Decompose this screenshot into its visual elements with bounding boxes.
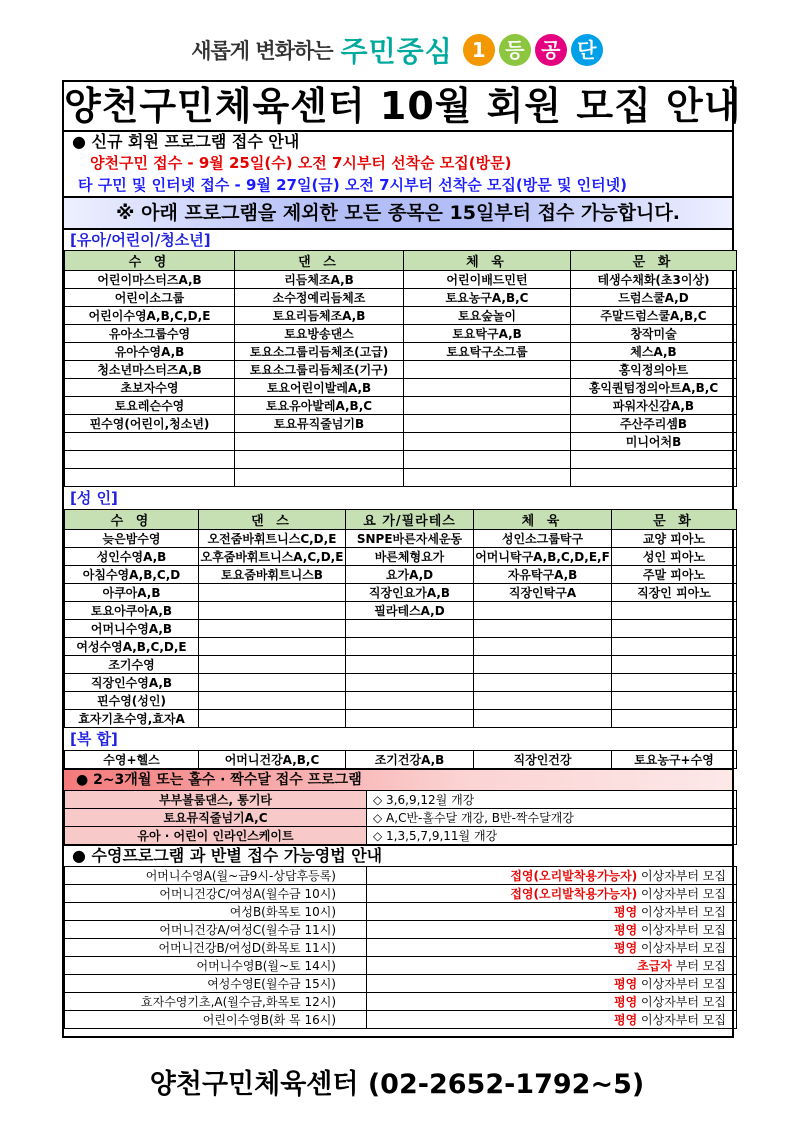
table-row bbox=[65, 885, 737, 903]
combo-item: 토요농구+수영 bbox=[612, 751, 737, 769]
table-cell: 토요유아발레A,B,C bbox=[235, 397, 404, 415]
table-cell: 아침수영A,B,C,D bbox=[65, 566, 199, 584]
banner-circle-2: 등 bbox=[499, 34, 531, 66]
table-cell bbox=[612, 710, 737, 728]
table-row bbox=[65, 791, 737, 809]
combo-item: 직장인건강 bbox=[474, 751, 612, 769]
table-cell: 유아소그룹수영 bbox=[65, 325, 235, 343]
swim-level: 평영 bbox=[614, 905, 638, 919]
table-cell: 효자기초수영,효자A bbox=[65, 710, 199, 728]
table-cell bbox=[235, 433, 404, 451]
adult-header: 댄 스 bbox=[199, 510, 346, 530]
swim-requirement bbox=[367, 885, 737, 903]
table-row bbox=[65, 975, 737, 993]
table-cell: 토요리듬체조A,B bbox=[235, 307, 404, 325]
swim-tail: 이상자부터 모집 bbox=[641, 923, 726, 937]
table-cell: 토요줌바휘트니스B bbox=[199, 566, 346, 584]
table-cell: 직장인탁구A bbox=[474, 584, 612, 602]
table-cell: 어머니탁구A,B,C,D,E,F bbox=[474, 548, 612, 566]
table-cell bbox=[346, 656, 474, 674]
table-row bbox=[65, 692, 737, 710]
table-cell: 토요어린이발레A,B bbox=[235, 379, 404, 397]
table-cell: 체스A,B bbox=[571, 343, 737, 361]
table-cell: 테생수채화(초3이상) bbox=[571, 271, 737, 289]
table-cell: 어머니수영A,B bbox=[65, 620, 199, 638]
table-row bbox=[65, 343, 737, 361]
swim-tail: 이상자부터 모집 bbox=[641, 869, 726, 883]
periodic-table bbox=[64, 790, 737, 845]
table-row bbox=[65, 903, 737, 921]
table-cell: 주말 피아노 bbox=[612, 566, 737, 584]
table-cell: 어린이마스터즈A,B bbox=[65, 271, 235, 289]
table-cell: 리듬체조A,B bbox=[235, 271, 404, 289]
table-cell: 창작미술 bbox=[571, 325, 737, 343]
table-row bbox=[65, 289, 737, 307]
table-cell bbox=[404, 397, 571, 415]
table-cell: 홍익정의아트 bbox=[571, 361, 737, 379]
swim-tail: 이상자부터 모집 bbox=[641, 1013, 726, 1027]
table-cell bbox=[612, 602, 737, 620]
swim-tail: 이상자부터 모집 bbox=[641, 977, 726, 991]
table-cell: 핀수영(성인) bbox=[65, 692, 199, 710]
banner-circle-4: 단 bbox=[571, 34, 603, 66]
table-cell bbox=[612, 674, 737, 692]
table-cell bbox=[474, 674, 612, 692]
table-cell: 주말드럼스쿨A,B,C bbox=[571, 307, 737, 325]
table-cell: 드럼스쿨A,D bbox=[571, 289, 737, 307]
banner-tagline: 새롭게 변화하는 bbox=[191, 39, 333, 63]
table-cell: 토요탁구A,B bbox=[404, 325, 571, 343]
swim-class: 어린이수영B(화 목 16시) bbox=[65, 1011, 367, 1029]
table-cell bbox=[346, 710, 474, 728]
table-cell: 파워자신감A,B bbox=[571, 397, 737, 415]
swim-requirement bbox=[367, 921, 737, 939]
table-cell: 요가A,D bbox=[346, 566, 474, 584]
periodic-schedule: ◇ 1,3,5,7,9,11월 개강 bbox=[367, 827, 737, 845]
swim-tail: 이상자부터 모집 bbox=[641, 995, 726, 1009]
table-cell: 직장인 피아노 bbox=[612, 584, 737, 602]
swim-level: 접영(오리발착용가능자) bbox=[510, 887, 638, 901]
adult-header: 요 가/필라테스 bbox=[346, 510, 474, 530]
table-cell: 청소년마스터즈A,B bbox=[65, 361, 235, 379]
table-cell bbox=[235, 451, 404, 469]
table-cell bbox=[612, 638, 737, 656]
combo-table bbox=[64, 750, 737, 769]
table-cell: 토요소그룹리듬체조(기구) bbox=[235, 361, 404, 379]
swim-requirement bbox=[367, 957, 737, 975]
table-cell: 어린이수영A,B,C,D,E bbox=[65, 307, 235, 325]
registration-local: 양천구민 접수 - 9월 25일(수) 오전 7시부터 선착순 모집(방문) bbox=[90, 154, 512, 172]
table-cell bbox=[404, 379, 571, 397]
table-cell: 필라테스A,D bbox=[346, 602, 474, 620]
table-cell bbox=[474, 692, 612, 710]
table-cell: 자유탁구A,B bbox=[474, 566, 612, 584]
table-row bbox=[65, 361, 737, 379]
swim-level: 접영(오리발착용가능자) bbox=[510, 869, 638, 883]
table-cell: 성인수영A,B bbox=[65, 548, 199, 566]
table-cell bbox=[474, 638, 612, 656]
table-cell bbox=[346, 638, 474, 656]
page-title: 양천구민체육센터 10월 회원 모집 안내 bbox=[64, 82, 732, 132]
table-cell: 오후줌바휘트니스A,C,D,E bbox=[199, 548, 346, 566]
table-row bbox=[65, 566, 737, 584]
swim-class: 어머니수영B(월~토 14시) bbox=[65, 957, 367, 975]
table-cell bbox=[199, 710, 346, 728]
table-row bbox=[65, 1011, 737, 1029]
combo-item: 조기건강A,B bbox=[346, 751, 474, 769]
table-cell bbox=[346, 620, 474, 638]
table-cell: 초보자수영 bbox=[65, 379, 235, 397]
swim-class: 어머니수영A(월~금9시-상담후등록) bbox=[65, 867, 367, 885]
table-cell bbox=[199, 620, 346, 638]
table-cell bbox=[612, 656, 737, 674]
table-row bbox=[65, 548, 737, 566]
table-row bbox=[65, 957, 737, 975]
table-cell bbox=[199, 692, 346, 710]
table-cell: 유아수영A,B bbox=[65, 343, 235, 361]
table-cell bbox=[474, 656, 612, 674]
table-cell: 미니어처B bbox=[571, 433, 737, 451]
table-cell bbox=[65, 469, 235, 487]
table-cell: 성인소그룹탁구 bbox=[474, 530, 612, 548]
swim-class: 어머니건강C/여성A(월수금 10시) bbox=[65, 885, 367, 903]
table-row bbox=[65, 921, 737, 939]
table-cell bbox=[404, 469, 571, 487]
table-cell: 핀수영(어린이,청소년) bbox=[65, 415, 235, 433]
periodic-schedule: ◇ A,C반-홀수달 개강, B반-짝수달개강 bbox=[367, 809, 737, 827]
table-row bbox=[65, 469, 737, 487]
table-cell bbox=[571, 469, 737, 487]
table-row bbox=[65, 397, 737, 415]
table-row bbox=[65, 939, 737, 957]
swim-requirement bbox=[367, 939, 737, 957]
table-cell: 토요아쿠아A,B bbox=[65, 602, 199, 620]
swim-tail: 이상자부터 모집 bbox=[641, 941, 726, 955]
swim-requirement bbox=[367, 993, 737, 1011]
periodic-heading: ● 2~3개월 또는 홀수 · 짝수달 접수 프로그램 bbox=[64, 769, 732, 790]
table-cell bbox=[235, 469, 404, 487]
table-cell: 직장인요가A,B bbox=[346, 584, 474, 602]
table-row bbox=[65, 620, 737, 638]
periodic-program: 유아 · 어린이 인라인스케이트 bbox=[65, 827, 367, 845]
table-row bbox=[65, 602, 737, 620]
youth-header: 수 영 bbox=[65, 251, 235, 271]
table-cell: 주산주리셈B bbox=[571, 415, 737, 433]
table-cell: 토요방송댄스 bbox=[235, 325, 404, 343]
swim-level: 평영 bbox=[614, 1013, 638, 1027]
notice-banner: ※ 아래 프로그램을 제외한 모든 종목은 15일부터 접수 가능합니다. bbox=[64, 196, 732, 230]
table-cell bbox=[612, 692, 737, 710]
table-row bbox=[65, 530, 737, 548]
table-cell bbox=[571, 451, 737, 469]
banner-circle-1: 1 bbox=[463, 34, 495, 66]
table-cell: 성인 피아노 bbox=[612, 548, 737, 566]
table-cell: 토요뮤직줄넘기B bbox=[235, 415, 404, 433]
table-cell: 토요숲놀이 bbox=[404, 307, 571, 325]
banner-circle-3: 공 bbox=[535, 34, 567, 66]
table-cell bbox=[199, 602, 346, 620]
table-row bbox=[65, 271, 737, 289]
table-row bbox=[65, 656, 737, 674]
table-cell: 홍익퀀텀정의아트A,B,C bbox=[571, 379, 737, 397]
table-cell bbox=[474, 602, 612, 620]
combo-item: 수영+헬스 bbox=[65, 751, 199, 769]
table-cell bbox=[612, 620, 737, 638]
swim-level: 평영 bbox=[614, 977, 638, 991]
swim-requirement bbox=[367, 975, 737, 993]
banner-main: 주민중심 bbox=[340, 35, 453, 68]
registration-heading: ● 신규 회원 프로그램 접수 안내 bbox=[72, 132, 300, 151]
table-cell bbox=[199, 638, 346, 656]
swim-rows bbox=[65, 867, 737, 1029]
notice-frame bbox=[62, 80, 742, 1038]
table-row bbox=[65, 827, 737, 845]
table-cell bbox=[65, 451, 235, 469]
swim-table bbox=[64, 866, 737, 1029]
adult-header: 체 육 bbox=[474, 510, 612, 530]
youth-table bbox=[64, 250, 737, 487]
table-cell bbox=[346, 674, 474, 692]
youth-header: 체 육 bbox=[404, 251, 571, 271]
table-cell: 늦은밤수영 bbox=[65, 530, 199, 548]
table-cell: 토요탁구소그룹 bbox=[404, 343, 571, 361]
swim-class: 어머니건강A/여성C(월수금 11시) bbox=[65, 921, 367, 939]
swim-requirement bbox=[367, 1011, 737, 1029]
periodic-program: 부부볼룸댄스, 통기타 bbox=[65, 791, 367, 809]
table-row bbox=[65, 433, 737, 451]
table-cell: 토요농구A,B,C bbox=[404, 289, 571, 307]
swim-level: 평영 bbox=[614, 941, 638, 955]
table-cell: 토요소그룹리듬체조(고급) bbox=[235, 343, 404, 361]
table-cell: 소수정예리듬체조 bbox=[235, 289, 404, 307]
youth-rows bbox=[65, 271, 737, 487]
table-cell: 직장인수영A,B bbox=[65, 674, 199, 692]
table-cell: 오전줌바휘트니스C,D,E bbox=[199, 530, 346, 548]
swim-class: 여성수영E(월수금 15시) bbox=[65, 975, 367, 993]
table-cell bbox=[65, 433, 235, 451]
table-cell bbox=[474, 620, 612, 638]
table-row bbox=[65, 993, 737, 1011]
periodic-schedule: ◇ 3,6,9,12월 개강 bbox=[367, 791, 737, 809]
swim-level: 초급자 bbox=[637, 959, 672, 973]
table-cell: 아쿠아A,B bbox=[65, 584, 199, 602]
table-cell bbox=[404, 415, 571, 433]
combo-item: 어머니건강A,B,C bbox=[199, 751, 346, 769]
youth-header: 문 화 bbox=[571, 251, 737, 271]
table-row bbox=[65, 307, 737, 325]
swim-heading: ● 수영프로그램 과 반별 접수 가능영법 안내 bbox=[64, 845, 732, 866]
adult-header: 문 화 bbox=[612, 510, 737, 530]
table-cell bbox=[346, 692, 474, 710]
table-cell: 조기수영 bbox=[65, 656, 199, 674]
swim-class: 어머니건강B/여성D(화목토 11시) bbox=[65, 939, 367, 957]
registration-other: 타 구민 및 인터넷 접수 - 9월 27일(금) 오전 7시부터 선착순 모집(방문 및 인터넷) bbox=[78, 176, 628, 194]
swim-tail: 이상자부터 모집 bbox=[641, 887, 726, 901]
table-cell: 교양 피아노 bbox=[612, 530, 737, 548]
adult-table bbox=[64, 509, 737, 728]
table-row bbox=[65, 710, 737, 728]
swim-tail: 부터 모집 bbox=[675, 959, 726, 973]
table-row bbox=[65, 867, 737, 885]
table-cell bbox=[404, 361, 571, 379]
table-row bbox=[65, 809, 737, 827]
adult-header: 수 영 bbox=[65, 510, 199, 530]
periodic-rows bbox=[65, 791, 737, 845]
adult-label: [성 인] bbox=[70, 489, 118, 507]
table-cell: 바른체형요가 bbox=[346, 548, 474, 566]
table-cell: 어린이배드민턴 bbox=[404, 271, 571, 289]
youth-header: 댄 스 bbox=[235, 251, 404, 271]
periodic-program: 토요뮤직줄넘기A,C bbox=[65, 809, 367, 827]
table-row bbox=[65, 451, 737, 469]
table-row bbox=[65, 415, 737, 433]
footer-contact: 양천구민체육센터 (02-2652-1792~5) bbox=[149, 1069, 645, 1100]
table-cell: 토요레슨수영 bbox=[65, 397, 235, 415]
table-row bbox=[65, 325, 737, 343]
table-row bbox=[65, 674, 737, 692]
table-cell bbox=[199, 656, 346, 674]
table-cell bbox=[474, 710, 612, 728]
swim-class: 여성B(화목토 10시) bbox=[65, 903, 367, 921]
table-cell: 여성수영A,B,C,D,E bbox=[65, 638, 199, 656]
table-row bbox=[65, 379, 737, 397]
swim-requirement bbox=[367, 903, 737, 921]
swim-tail: 이상자부터 모집 bbox=[641, 905, 726, 919]
swim-level: 평영 bbox=[614, 995, 638, 1009]
swim-level: 평영 bbox=[614, 923, 638, 937]
combo-label: [복 합] bbox=[70, 730, 118, 748]
table-cell bbox=[404, 433, 571, 451]
swim-class: 효자수영기초,A(월수금,화목토 12시) bbox=[65, 993, 367, 1011]
swim-requirement bbox=[367, 867, 737, 885]
table-cell: 어린이소그룹 bbox=[65, 289, 235, 307]
table-cell bbox=[199, 584, 346, 602]
table-cell bbox=[199, 674, 346, 692]
table-row bbox=[65, 584, 737, 602]
youth-label: [유아/어린이/청소년] bbox=[70, 231, 211, 249]
header-banner bbox=[0, 30, 794, 74]
table-row bbox=[65, 638, 737, 656]
table-cell bbox=[404, 451, 571, 469]
adult-rows bbox=[65, 530, 737, 728]
table-cell: SNPE바른자세운동 bbox=[346, 530, 474, 548]
